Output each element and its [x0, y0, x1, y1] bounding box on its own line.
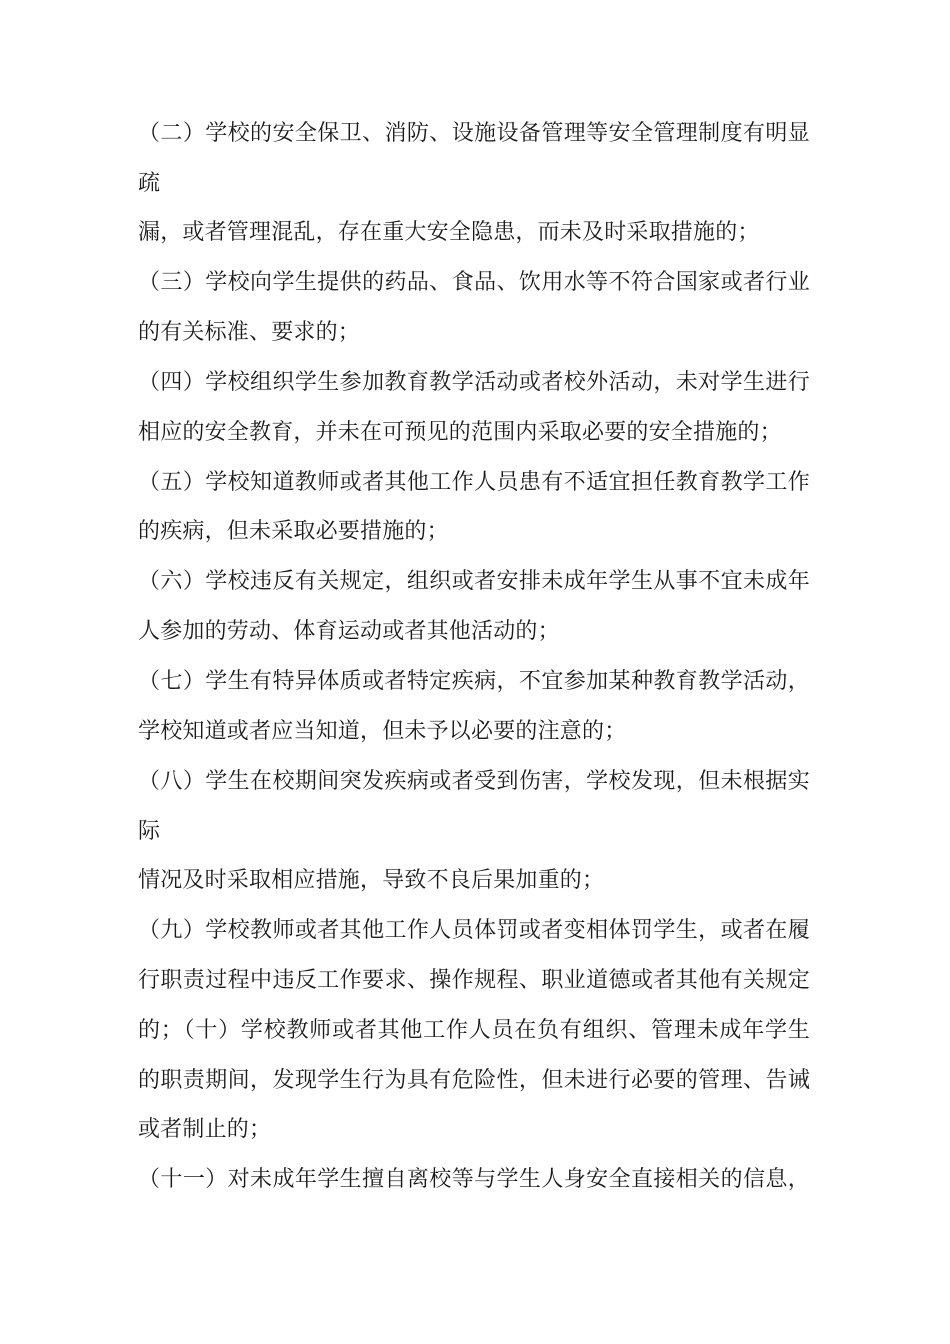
text-line: （十一）对未成年学生擅自离校等与学生人身安全直接相关的信息，	[138, 1167, 810, 1192]
text-line: 情况及时采取相应措施，导致不良后果加重的；	[138, 868, 605, 893]
text-line: 的有关标准、要求的；	[138, 320, 361, 345]
text-line: 行职责过程中违反工作要求、操作规程、职业道德或者其他有关规定	[138, 968, 810, 993]
text-line: 学校知道或者应当知道，但未予以必要的注意的；	[138, 719, 627, 744]
text-line: （七）学生有特异体质或者特定疾病，不宜参加某种教育教学活动，	[138, 669, 810, 694]
text-line: （五）学校知道教师或者其他工作人员患有不适宜担任教育教学工作	[138, 470, 810, 495]
text-line: 的疾病，但未采取必要措施的；	[138, 519, 449, 544]
text-line: （二）学校的安全保卫、消防、设施设备管理等安全管理制度有明显	[138, 121, 810, 146]
text-line: （三）学校向学生提供的药品、食品、饮用水等不符合国家或者行业	[138, 270, 810, 295]
text-line: （六）学校违反有关规定，组织或者安排未成年学生从事不宜未成年	[138, 569, 810, 594]
text-line: 疏	[138, 171, 161, 196]
text-line: 人参加的劳动、体育运动或者其他活动的；	[138, 619, 560, 644]
text-line: 相应的安全教育，并未在可预见的范围内采取必要的安全措施的；	[138, 420, 782, 445]
text-line: 漏，或者管理混乱，存在重大安全隐患，而未及时采取措施的；	[138, 220, 760, 245]
text-line: 际	[138, 819, 161, 844]
text-line: （四）学校组织学生参加教育教学活动或者校外活动，未对学生进行	[138, 370, 810, 395]
text-line: 或者制止的；	[138, 1117, 272, 1142]
text-line: （九）学校教师或者其他工作人员体罚或者变相体罚学生，或者在履	[138, 918, 810, 943]
text-line: 的职责期间，发现学生行为具有危险性，但未进行必要的管理、告诫	[138, 1068, 810, 1093]
text-line: （八）学生在校期间突发疾病或者受到伤害，学校发现，但未根据实	[138, 769, 810, 794]
text-line: 的；（十）学校教师或者其他工作人员在负有组织、管理未成年学生	[138, 1018, 810, 1043]
